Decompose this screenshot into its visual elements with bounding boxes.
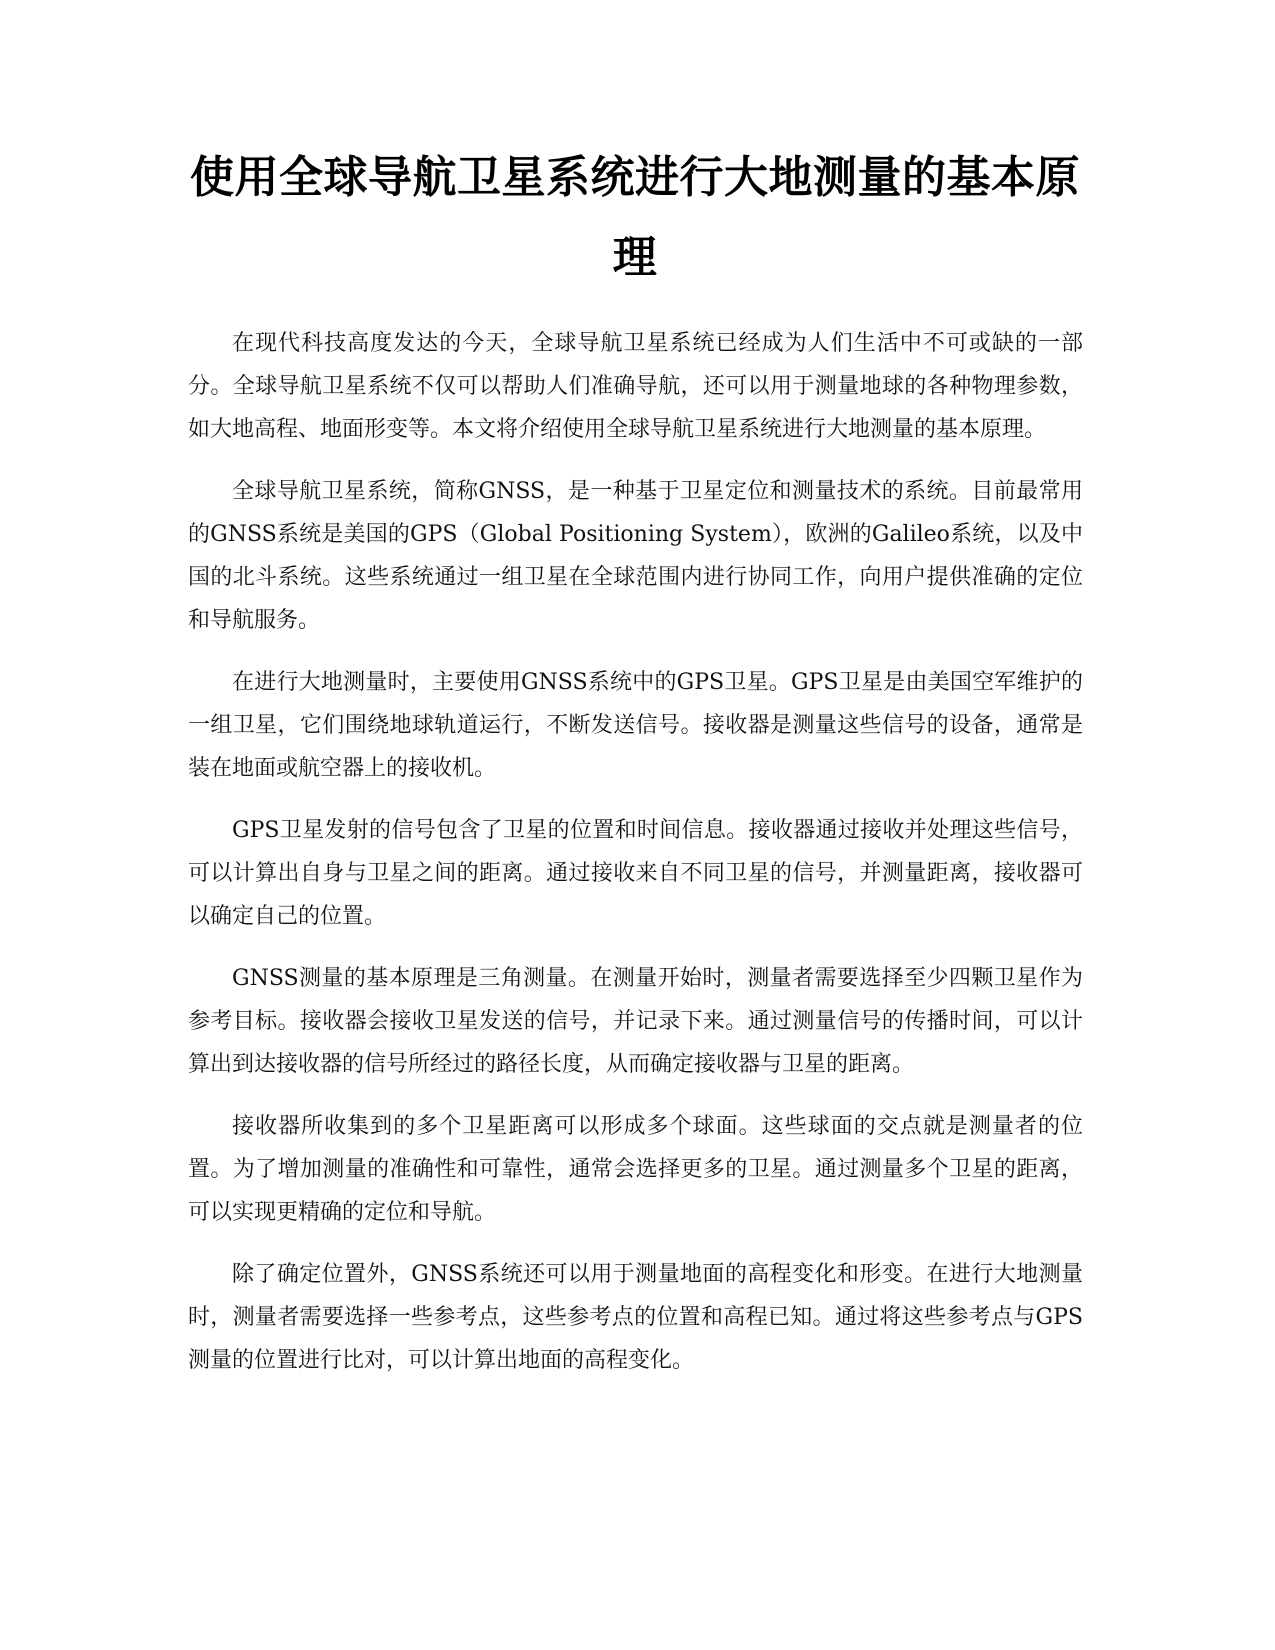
paragraph-spheres: 接收器所收集到的多个卫星距离可以形成多个球面。这些球面的交点就是测量者的位置。为了增加测量的准确性和可靠性，通常会选择更多的卫星。通过测量多个卫星的距离，可以实现更精确的定位和导航。: [188, 1114, 1083, 1225]
paragraph-elevation: 除了确定位置外，GNSS系统还可以用于测量地面的高程变化和形变。在进行大地测量时，测量者需要选择一些参考点，这些参考点的位置和高程已知。通过将这些参考点与GPS测量的位置进行比对，可以计算出地面的高程变化。: [188, 1262, 1083, 1373]
paragraph-signal-distance: GPS卫星发射的信号包含了卫星的位置和时间信息。接收器通过接收并处理这些信号，可以计算出自身与卫星之间的距离。通过接收来自不同卫星的信号，并测量距离，接收器可以确定自己的位置。: [188, 818, 1083, 929]
paragraph-gnss-definition: 全球导航卫星系统，简称GNSS，是一种基于卫星定位和测量技术的系统。目前最常用的GNSS系统是美国的GPS（Global Positioning System），欧洲的Galileo系统，以及中国的北斗系统。这些系统通过一组卫星在全球范围内进行协同工作，向用户提供准确的定位和导航服务。: [188, 479, 1083, 633]
paragraph-triangulation: GNSS测量的基本原理是三角测量。在测量开始时，测量者需要选择至少四颗卫星作为参考目标。接收器会接收卫星发送的信号，并记录下来。通过测量信号的传播时间，可以计算出到达接收器的信号所经过的路径长度，从而确定接收器与卫星的距离。: [188, 966, 1083, 1077]
document-title: 使用全球导航卫星系统进行大地测量的基本原理: [190, 152, 1080, 283]
document-body: [188, 322, 1083, 1401]
paragraph-gps-satellites: 在进行大地测量时，主要使用GNSS系统中的GPS卫星。GPS卫星是由美国空军维护的一组卫星，它们围绕地球轨道运行，不断发送信号。接收器是测量这些信号的设备，通常是装在地面或航空器上的接收机。: [188, 670, 1083, 781]
paragraph-intro: 在现代科技高度发达的今天，全球导航卫星系统已经成为人们生活中不可或缺的一部分。全球导航卫星系统不仅可以帮助人们准确导航，还可以用于测量地球的各种物理参数，如大地高程、地面形变等。本文将介绍使用全球导航卫星系统进行大地测量的基本原理。: [188, 331, 1083, 442]
